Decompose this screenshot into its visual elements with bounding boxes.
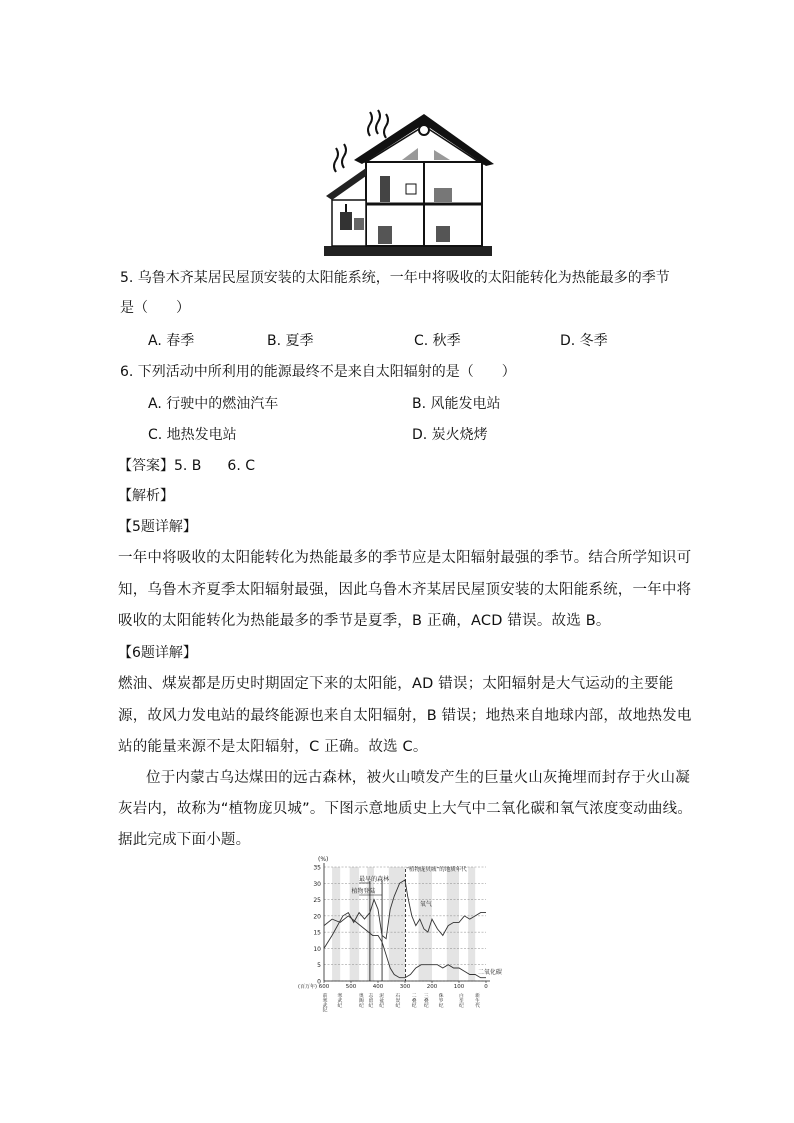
y-tick-label: 25 xyxy=(313,897,321,905)
period-label: 三叠纪 xyxy=(422,993,428,1008)
passage-line2: 灰岩内，故称为“植物庞贝城”。下图示意地质史上大气中二氧化碳和氧气浓度变动曲线。 xyxy=(118,801,693,817)
y-tick-label: 0 xyxy=(317,978,321,986)
x-tick-label: 200 xyxy=(426,984,438,990)
x-tick-label: 500 xyxy=(345,984,357,990)
question-6-option-b: B. 风能发电站 xyxy=(412,396,501,412)
question-5-option-d: D. 冬季 xyxy=(560,333,608,349)
q6-detail-heading: 【6题详解】 xyxy=(118,645,197,661)
q6-detail-line1: 燃油、煤炭都是历史时期固定下来的太阳能，AD 错误；太阳辐射是大气运动的主要能 xyxy=(118,676,674,692)
period-label: 侏罗纪 xyxy=(437,993,443,1008)
period-label: 志留纪 xyxy=(367,993,373,1008)
period-band xyxy=(419,867,433,981)
period-label: 白垩纪 xyxy=(457,993,463,1008)
solar-house-illustration xyxy=(318,108,494,258)
passage-line1: 位于内蒙古乌达煤田的远古森林，被火山喷发产生的巨量火山灰掩埋而封存于火山凝 xyxy=(146,770,690,786)
y-axis-label: (%) xyxy=(318,856,329,863)
q6-detail-line3: 站的能量来源不是太阳辐射，C 正确。故选 C。 xyxy=(118,739,428,755)
annotation-earliest-forest: 最早的森林 xyxy=(359,876,390,883)
period-label: 新生代 xyxy=(474,993,480,1008)
question-6-option-c: C. 地热发电站 xyxy=(148,427,237,443)
period-label: 寒武纪 xyxy=(336,993,342,1008)
question-6-stem: 6. 下列活动中所利用的能源最终不是来自太阳辐射的是（ ） xyxy=(120,364,516,380)
period-band xyxy=(389,867,405,981)
x-tick-label: 0 xyxy=(484,984,488,990)
period-band xyxy=(447,867,459,981)
answer-line xyxy=(118,456,255,476)
annotation-plant-landing: 植物登陆 xyxy=(351,888,376,895)
period-label: 奥陶纪 xyxy=(357,993,363,1008)
annotation-pompeii: “植物庞贝城”的地质年代 xyxy=(406,867,467,873)
q6-detail-line2: 源，故风力发电站的最终能源也来自太阳辐射，B 错误；地热来自地球内部，故地热发电 xyxy=(118,708,692,724)
y-tick-label: 35 xyxy=(313,864,321,872)
q5-detail-heading: 【5题详解】 xyxy=(118,519,197,535)
x-tick-label: 600 xyxy=(318,984,330,990)
question-5-option-b: B. 夏季 xyxy=(267,333,314,349)
co2-oxygen-chart xyxy=(298,855,503,1017)
y-tick-label: 5 xyxy=(317,962,321,970)
analysis-heading: 【解析】 xyxy=(118,488,174,504)
series-label-oxygen: 氧气 xyxy=(419,901,432,909)
question-6-option-a: A. 行驶中的燃油汽车 xyxy=(148,396,279,412)
passage-line3: 据此完成下面小题。 xyxy=(118,832,251,848)
question-6-option-d: D. 炭火烧烤 xyxy=(412,427,488,443)
answer-q6: 6. C xyxy=(227,458,256,474)
y-tick-label: 30 xyxy=(313,880,321,888)
period-label: 石炭纪 xyxy=(394,993,400,1008)
q5-detail-line3: 吸收的太阳能转化为热能最多的季节是夏季，B 正确，ACD 错误。故选 B。 xyxy=(118,613,611,629)
q5-detail-line2: 知，乌鲁木齐夏季太阳辐射最强，因此乌鲁木齐某居民屋顶安装的太阳能系统，一年中将 xyxy=(118,582,692,598)
q5-detail-line1: 一年中将吸收的太阳能转化为热能最多的季节应是太阳辐射最强的季节。结合所学知识可 xyxy=(118,550,692,566)
question-5-option-a: A. 春季 xyxy=(148,333,195,349)
x-tick-label: 100 xyxy=(453,984,465,990)
period-label: 前寒武纪 xyxy=(321,993,327,1013)
question-5-stem-line1: 5. 乌鲁木齐某居民屋顶安装的太阳能系统，一年中将吸收的太阳能转化为热能最多的季节 xyxy=(120,270,670,286)
y-tick-label: 10 xyxy=(313,945,321,953)
x-tick-label: 300 xyxy=(399,984,411,990)
x-tick-label: 400 xyxy=(372,984,384,990)
period-band xyxy=(468,867,475,981)
question-5-stem-line2: 是（ ） xyxy=(120,300,190,316)
period-label: 泥盆纪 xyxy=(378,993,384,1008)
answer-q5: 5. B xyxy=(174,458,202,474)
x-axis-label: (百万年) xyxy=(298,984,317,990)
y-tick-label: 20 xyxy=(313,913,321,921)
period-label: 二叠纪 xyxy=(410,993,416,1008)
series-label-co2: 二氧化碳 xyxy=(477,968,502,976)
question-5-option-c: C. 秋季 xyxy=(414,333,461,349)
y-tick-label: 15 xyxy=(313,929,321,937)
period-band xyxy=(367,867,374,981)
answer-label: 【答案】 xyxy=(118,458,174,474)
period-band xyxy=(332,867,340,981)
